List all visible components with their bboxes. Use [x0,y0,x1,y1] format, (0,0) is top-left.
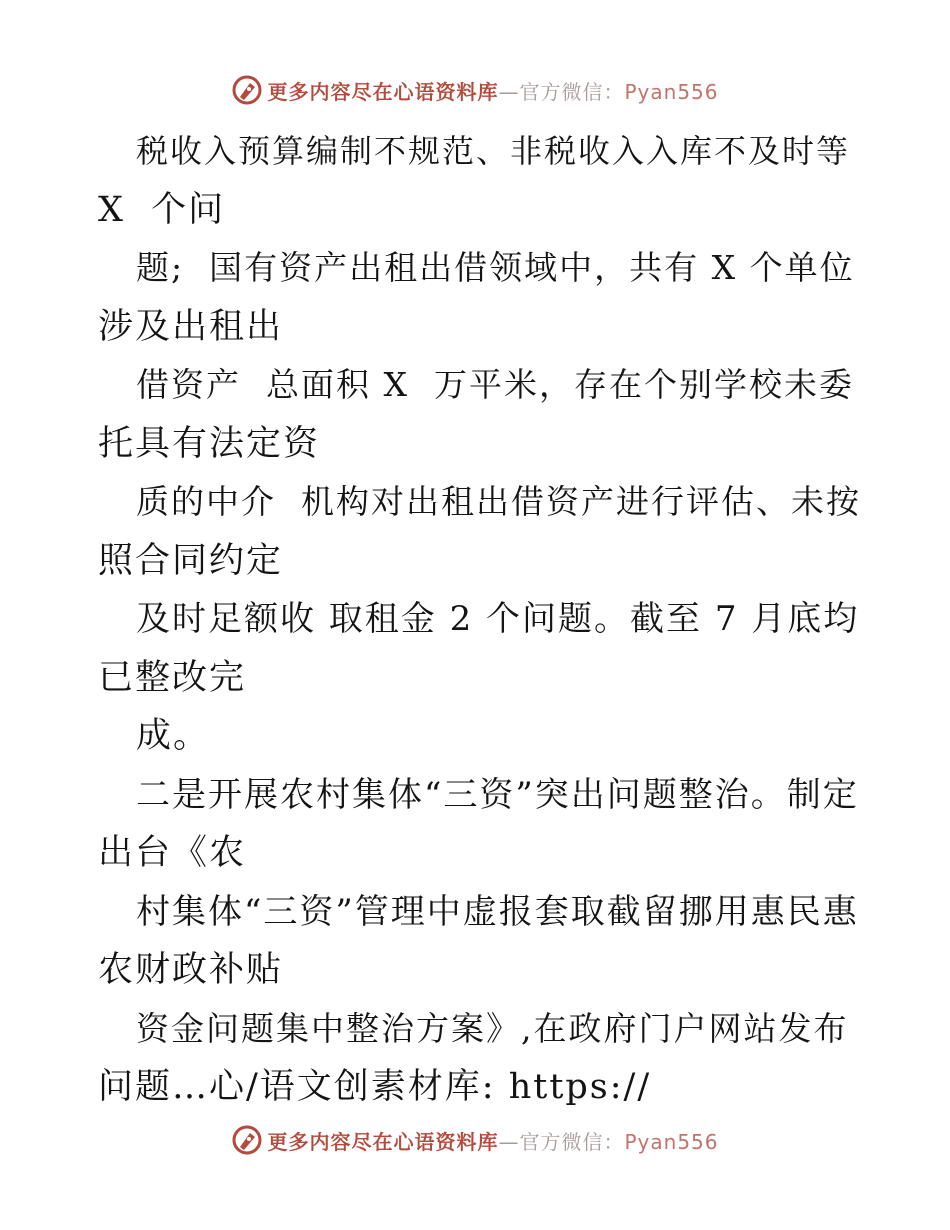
text-line: 已整改完 [98,657,247,698]
watermark-account-label: 官方微信： [519,79,625,104]
watermark-separator: — [498,79,520,104]
watermark-text [267,76,718,105]
text-line: 出台《农 [98,833,247,873]
pen-nib-circle-icon [231,74,263,106]
watermark-text [267,1126,718,1155]
text-line: 照合同约定 [98,540,284,581]
watermark-account-id: Pyan556 [624,79,719,104]
watermark-account-id: Pyan556 [624,1129,719,1154]
watermark-footer [0,1120,950,1160]
text-line: 题; 国有资产出租出借领域中，共有 X 个单位 [136,248,855,287]
text-line: 农财政补贴 [98,950,284,990]
text-line: 二是开展农村集体“三资”突出问题整治。制定 [136,774,859,815]
watermark-separator: — [498,1129,520,1154]
watermark-brand: 更多内容尽在心语资料库 [267,79,499,104]
text-line: 涉及出租出 [98,306,284,347]
text-line: 借资产 总面积 X 万平米，存在个别学校未委 [136,365,854,404]
watermark-account-label: 官方微信： [519,1129,625,1154]
text-line: 资金问题集中整治方案》,在政府门户网站发布 [136,1008,849,1048]
watermark-brand: 更多内容尽在心语资料库 [267,1129,499,1154]
text-line: 问题…心/语文创素材库: https:// [98,1067,652,1107]
text-line: X 个问 [98,189,226,230]
document-body [98,122,861,1117]
text-line: 税收入预算编制不规范、非税收入入库不及时等 [136,132,851,170]
text-line: 质的中介 机构对出租出借资产进行评估、未按 [136,482,861,521]
text-line: 及时足额收 取租金 2 个问题。截至 7 月底均 [136,599,860,639]
text-line: 托具有法定资 [98,423,321,464]
text-line: 成。 [136,716,211,756]
pen-nib-circle-icon [231,1124,263,1156]
watermark-header [0,70,950,110]
text-line: 村集体“三资”管理中虚报套取截留挪用惠民惠 [136,891,859,932]
